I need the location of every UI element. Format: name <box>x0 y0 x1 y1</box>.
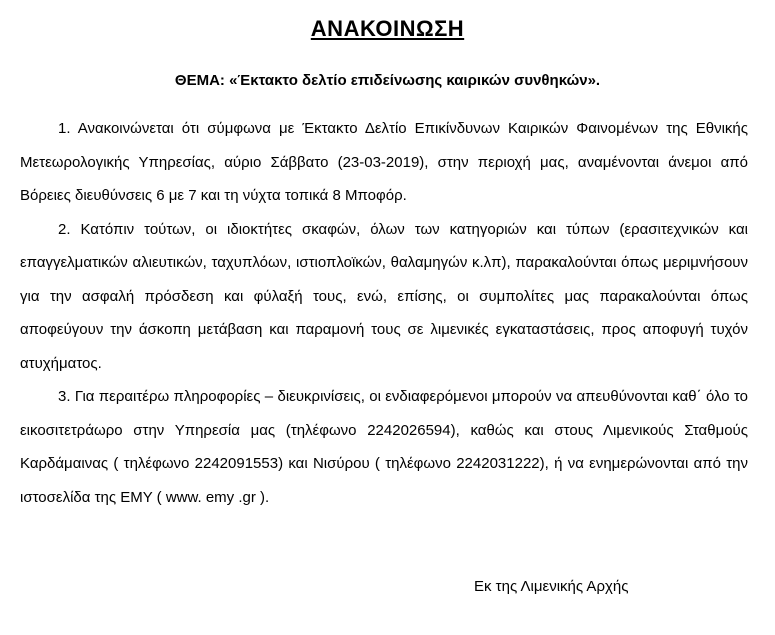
paragraph-2: 2. Κατόπιν τούτων, οι ιδιοκτήτες σκαφών, όλων των κατηγοριών και τύπων (ερασιτεχνικών και επαγγελματικών αλιευτικών, ταχυπλόων, ιστιοπλοϊκών, θαλαμηγών κ.λπ), παρακαλούνται όπως μεριμνήσουν για την ασφαλή πρόσδεση και φύλαξή τους, ενώ, επίσης, οι συμπολίτες μας παρακαλούνται όπως αποφεύγουν την άσκοπη μετάβαση και παραμονή τους σε λιμενικές εγκαταστάσεις, προς αποφυγή τυχόν ατυχήματος. <box>20 220 748 372</box>
document-subject: ΘΕΜΑ: «Έκτακτο δελτίο επιδείνωσης καιρικών συνθηκών». <box>174 72 601 89</box>
paragraph-3: 3. Για περαιτέρω πληροφορίες – διευκρινίσεις, οι ενδιαφερόμενοι μπορούν να απευθύνονται καθ΄ όλο το εικοσιτετράωρο στην Υπηρεσία μας (τηλέφωνο 2242026594), καθώς και στους Λιμενικούς Σταθμούς Καρδάμαινας ( τηλέφωνο 2242091553) και Νισύρου ( τηλέφωνο 2242031222), ή να ενημερώνονται από την ιστοσελίδα της ΕΜΥ ( www. emy .gr ). <box>20 388 748 506</box>
document-body <box>20 112 748 514</box>
paragraph-1: 1. Ανακοινώνεται ότι σύμφωνα με Έκτακτο Δελτίο Επικίνδυνων Καιρικών Φαινομένων της Εθνικής Μετεωρολογικής Υπηρεσίας, αύριο Σάββατο (23-03-2019), στην περιοχή μας, αναμένονται άνεμοι από Βόρειες διευθύνσεις 6 με 7 και τη νύχτα τοπικά 8 Μποφόρ. <box>20 120 748 204</box>
signature: Εκ της Λιμενικής Αρχής <box>474 578 629 595</box>
document-title: ΑΝΑΚΟΙΝΩΣΗ <box>310 16 465 41</box>
